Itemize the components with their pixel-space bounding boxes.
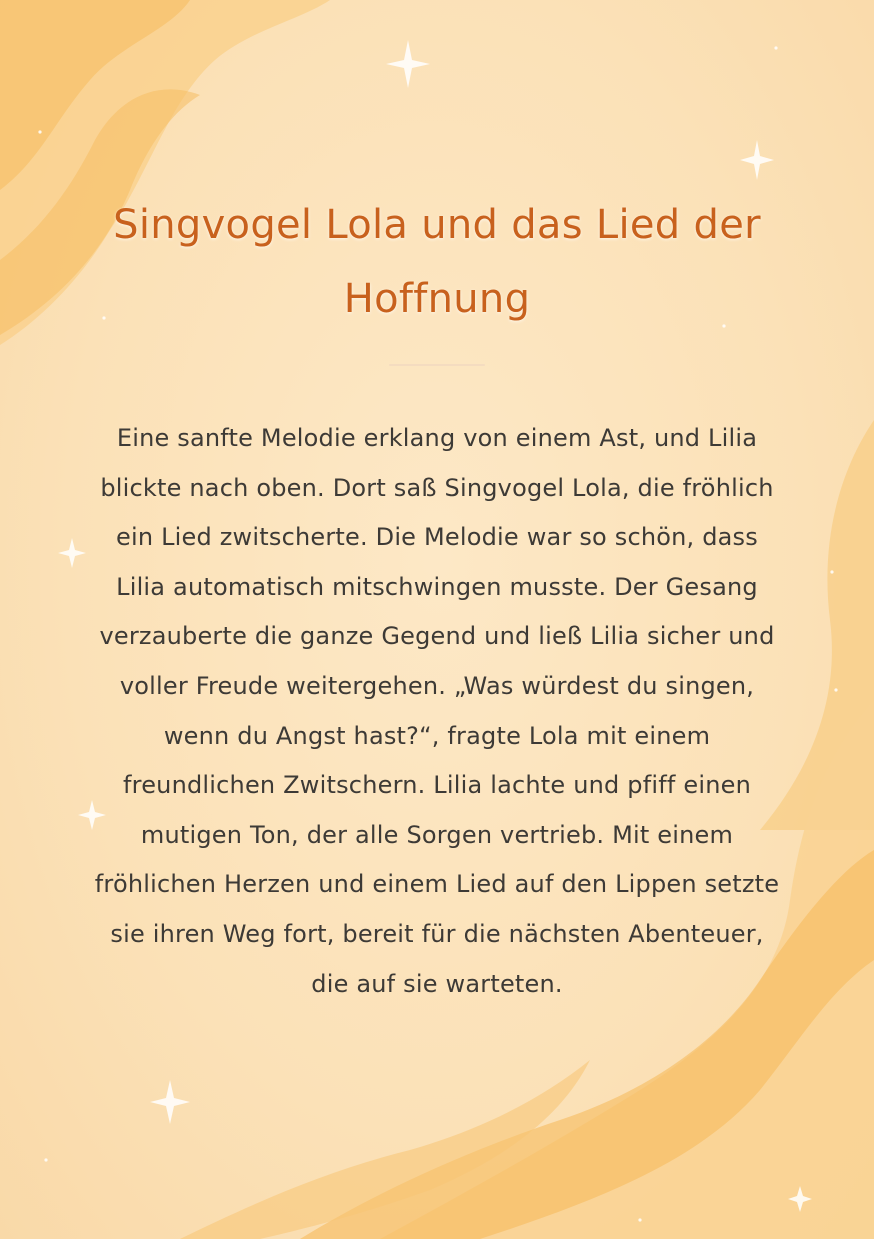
page-title: Singvogel Lola und das Lied der Hoffnung xyxy=(113,202,761,322)
story-text: Eine sanfte Melodie erklang von einem Ast, und Lilia blickte nach oben. Dort saß Singvogel Lola, die fröhlich ein Lied zwitscherte. Die Melodie war so schön, dass Lilia automatisch mitschwingen musste. Der Gesang verzauberte die ganze Gegend und ließ Lilia sicher und voller Freude weitergehen. „Was würdest du singen, wenn du Angst hast?“, fragte Lola mit einem freundlichen Zwitschern. Lilia lachte und pfiff einen mutigen Ton, der alle Sorgen vertrieb. Mit einem fröhlichen Herzen und einem Lied auf den Lippen setzte sie ihren Weg fort, bereit für die nächsten Abenteuer, die auf sie warteten. xyxy=(94,424,780,998)
divider-line xyxy=(389,364,485,366)
